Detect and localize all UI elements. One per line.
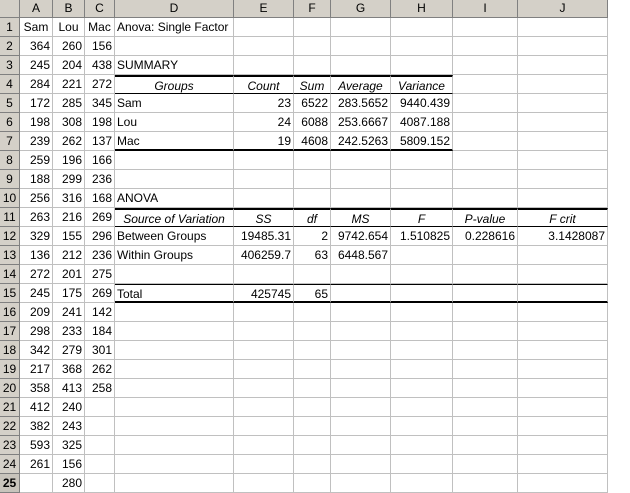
- cell-i14[interactable]: [453, 265, 518, 284]
- cell-b5[interactable]: 285: [53, 94, 85, 113]
- cell-i9[interactable]: [453, 170, 518, 189]
- cell-f15[interactable]: 65: [294, 284, 331, 303]
- cell-c7[interactable]: 137: [85, 132, 115, 151]
- row-header-10[interactable]: 10: [0, 189, 20, 208]
- cell-f13[interactable]: 63: [294, 246, 331, 265]
- cell-j13[interactable]: [518, 246, 608, 265]
- row-header-4[interactable]: 4: [0, 75, 20, 94]
- cell-e3[interactable]: [234, 56, 294, 75]
- column-header-c[interactable]: C: [85, 0, 115, 18]
- column-header-f[interactable]: F: [294, 0, 331, 18]
- cell-j9[interactable]: [518, 170, 608, 189]
- cell-d23[interactable]: [115, 436, 234, 455]
- cell-b18[interactable]: 279: [53, 341, 85, 360]
- cell-a13[interactable]: 136: [20, 246, 53, 265]
- cell-g4[interactable]: Average: [331, 75, 391, 94]
- cell-c12[interactable]: 296: [85, 227, 115, 246]
- cell-e24[interactable]: [234, 455, 294, 474]
- column-header-e[interactable]: E: [234, 0, 294, 18]
- cell-e2[interactable]: [234, 37, 294, 56]
- cell-h14[interactable]: [391, 265, 453, 284]
- cell-g15[interactable]: [331, 284, 391, 303]
- cell-d7[interactable]: Mac: [115, 132, 234, 151]
- cell-h5[interactable]: 9440.439: [391, 94, 453, 113]
- row-header-21[interactable]: 21: [0, 398, 20, 417]
- cell-j25[interactable]: [518, 474, 608, 493]
- cell-g20[interactable]: [331, 379, 391, 398]
- cell-d8[interactable]: [115, 151, 234, 170]
- cell-c11[interactable]: 269: [85, 208, 115, 227]
- cell-h21[interactable]: [391, 398, 453, 417]
- row-header-19[interactable]: 19: [0, 360, 20, 379]
- cell-g24[interactable]: [331, 455, 391, 474]
- cell-a9[interactable]: 188: [20, 170, 53, 189]
- cell-f11[interactable]: df: [294, 208, 331, 227]
- cell-b10[interactable]: 316: [53, 189, 85, 208]
- cell-j24[interactable]: [518, 455, 608, 474]
- cell-g18[interactable]: [331, 341, 391, 360]
- cell-b15[interactable]: 175: [53, 284, 85, 303]
- column-header-h[interactable]: H: [391, 0, 453, 18]
- cell-h1[interactable]: [391, 18, 453, 37]
- cell-j2[interactable]: [518, 37, 608, 56]
- cell-g7[interactable]: 242.5263: [331, 132, 391, 151]
- cell-f18[interactable]: [294, 341, 331, 360]
- cell-e21[interactable]: [234, 398, 294, 417]
- cell-h16[interactable]: [391, 303, 453, 322]
- cell-b8[interactable]: 196: [53, 151, 85, 170]
- cell-b19[interactable]: 368: [53, 360, 85, 379]
- cell-i18[interactable]: [453, 341, 518, 360]
- cell-b16[interactable]: 241: [53, 303, 85, 322]
- cell-d19[interactable]: [115, 360, 234, 379]
- cell-a16[interactable]: 209: [20, 303, 53, 322]
- cell-h9[interactable]: [391, 170, 453, 189]
- row-header-8[interactable]: 8: [0, 151, 20, 170]
- cell-f2[interactable]: [294, 37, 331, 56]
- cell-c9[interactable]: 236: [85, 170, 115, 189]
- cell-f20[interactable]: [294, 379, 331, 398]
- cell-d18[interactable]: [115, 341, 234, 360]
- cell-f1[interactable]: [294, 18, 331, 37]
- cell-c15[interactable]: 269: [85, 284, 115, 303]
- cell-j17[interactable]: [518, 322, 608, 341]
- cell-e15[interactable]: 425745: [234, 284, 294, 303]
- cell-b9[interactable]: 299: [53, 170, 85, 189]
- cell-e20[interactable]: [234, 379, 294, 398]
- cell-b12[interactable]: 155: [53, 227, 85, 246]
- row-header-15[interactable]: 15: [0, 284, 20, 303]
- cell-h11[interactable]: F: [391, 208, 453, 227]
- cell-a19[interactable]: 217: [20, 360, 53, 379]
- cell-e11[interactable]: SS: [234, 208, 294, 227]
- cell-c24[interactable]: [85, 455, 115, 474]
- cell-e12[interactable]: 19485.31: [234, 227, 294, 246]
- cell-b3[interactable]: 204: [53, 56, 85, 75]
- cell-c6[interactable]: 198: [85, 113, 115, 132]
- cell-i3[interactable]: [453, 56, 518, 75]
- cell-b17[interactable]: 233: [53, 322, 85, 341]
- cell-h3[interactable]: [391, 56, 453, 75]
- cell-f7[interactable]: 4608: [294, 132, 331, 151]
- column-header-a[interactable]: A: [20, 0, 53, 18]
- cell-f9[interactable]: [294, 170, 331, 189]
- cell-f22[interactable]: [294, 417, 331, 436]
- cell-d22[interactable]: [115, 417, 234, 436]
- row-header-25[interactable]: 25: [0, 474, 20, 493]
- cell-a17[interactable]: 298: [20, 322, 53, 341]
- cell-f25[interactable]: [294, 474, 331, 493]
- cell-g14[interactable]: [331, 265, 391, 284]
- cell-d2[interactable]: [115, 37, 234, 56]
- cell-j19[interactable]: [518, 360, 608, 379]
- cell-g8[interactable]: [331, 151, 391, 170]
- cell-g21[interactable]: [331, 398, 391, 417]
- cell-h6[interactable]: 4087.188: [391, 113, 453, 132]
- cell-g13[interactable]: 6448.567: [331, 246, 391, 265]
- cell-f4[interactable]: Sum: [294, 75, 331, 94]
- row-header-17[interactable]: 17: [0, 322, 20, 341]
- cell-a10[interactable]: 256: [20, 189, 53, 208]
- cell-h22[interactable]: [391, 417, 453, 436]
- cell-j10[interactable]: [518, 189, 608, 208]
- cell-d25[interactable]: [115, 474, 234, 493]
- cell-e19[interactable]: [234, 360, 294, 379]
- cell-c3[interactable]: 438: [85, 56, 115, 75]
- cell-h15[interactable]: [391, 284, 453, 303]
- cell-g25[interactable]: [331, 474, 391, 493]
- cell-a1[interactable]: Sam: [20, 18, 53, 37]
- cell-d3[interactable]: SUMMARY: [115, 56, 234, 75]
- cell-g3[interactable]: [331, 56, 391, 75]
- cell-h7[interactable]: 5809.152: [391, 132, 453, 151]
- select-all-corner[interactable]: [0, 0, 20, 18]
- cell-f16[interactable]: [294, 303, 331, 322]
- cell-a23[interactable]: 593: [20, 436, 53, 455]
- cell-f8[interactable]: [294, 151, 331, 170]
- cell-a14[interactable]: 272: [20, 265, 53, 284]
- cell-b22[interactable]: 243: [53, 417, 85, 436]
- cell-a21[interactable]: 412: [20, 398, 53, 417]
- cell-i21[interactable]: [453, 398, 518, 417]
- cell-i23[interactable]: [453, 436, 518, 455]
- cell-i12[interactable]: 0.228616: [453, 227, 518, 246]
- column-header-j[interactable]: J: [518, 0, 608, 18]
- cell-e6[interactable]: 24: [234, 113, 294, 132]
- cell-f21[interactable]: [294, 398, 331, 417]
- cell-c4[interactable]: 272: [85, 75, 115, 94]
- cell-e22[interactable]: [234, 417, 294, 436]
- cell-i10[interactable]: [453, 189, 518, 208]
- cell-d6[interactable]: Lou: [115, 113, 234, 132]
- cell-i17[interactable]: [453, 322, 518, 341]
- cell-j7[interactable]: [518, 132, 608, 151]
- cell-i5[interactable]: [453, 94, 518, 113]
- cell-j15[interactable]: [518, 284, 608, 303]
- cell-c21[interactable]: [85, 398, 115, 417]
- row-header-2[interactable]: 2: [0, 37, 20, 56]
- cell-j22[interactable]: [518, 417, 608, 436]
- cell-a11[interactable]: 263: [20, 208, 53, 227]
- cell-d12[interactable]: Between Groups: [115, 227, 234, 246]
- row-header-5[interactable]: 5: [0, 94, 20, 113]
- cell-f19[interactable]: [294, 360, 331, 379]
- cell-h19[interactable]: [391, 360, 453, 379]
- row-header-12[interactable]: 12: [0, 227, 20, 246]
- cell-d17[interactable]: [115, 322, 234, 341]
- cell-a18[interactable]: 342: [20, 341, 53, 360]
- cell-e1[interactable]: [234, 18, 294, 37]
- cell-c20[interactable]: 258: [85, 379, 115, 398]
- cell-d9[interactable]: [115, 170, 234, 189]
- cell-j16[interactable]: [518, 303, 608, 322]
- cell-d11[interactable]: Source of Variation: [115, 208, 234, 227]
- cell-b6[interactable]: 308: [53, 113, 85, 132]
- cell-h25[interactable]: [391, 474, 453, 493]
- cell-b11[interactable]: 216: [53, 208, 85, 227]
- cell-h24[interactable]: [391, 455, 453, 474]
- cell-e25[interactable]: [234, 474, 294, 493]
- cell-h4[interactable]: Variance: [391, 75, 453, 94]
- cell-e16[interactable]: [234, 303, 294, 322]
- cell-c8[interactable]: 166: [85, 151, 115, 170]
- cell-c25[interactable]: [85, 474, 115, 493]
- cell-e23[interactable]: [234, 436, 294, 455]
- cell-h2[interactable]: [391, 37, 453, 56]
- cell-a4[interactable]: 284: [20, 75, 53, 94]
- cell-i25[interactable]: [453, 474, 518, 493]
- cell-b4[interactable]: 221: [53, 75, 85, 94]
- row-header-1[interactable]: 1: [0, 18, 20, 37]
- cell-c2[interactable]: 156: [85, 37, 115, 56]
- cell-g6[interactable]: 253.6667: [331, 113, 391, 132]
- row-header-23[interactable]: 23: [0, 436, 20, 455]
- cell-i11[interactable]: P-value: [453, 208, 518, 227]
- cell-e8[interactable]: [234, 151, 294, 170]
- column-header-i[interactable]: I: [453, 0, 518, 18]
- cell-c17[interactable]: 184: [85, 322, 115, 341]
- cell-d24[interactable]: [115, 455, 234, 474]
- cell-a5[interactable]: 172: [20, 94, 53, 113]
- cell-a20[interactable]: 358: [20, 379, 53, 398]
- cell-i8[interactable]: [453, 151, 518, 170]
- cell-g19[interactable]: [331, 360, 391, 379]
- cell-j1[interactable]: [518, 18, 608, 37]
- row-header-7[interactable]: 7: [0, 132, 20, 151]
- row-header-16[interactable]: 16: [0, 303, 20, 322]
- cell-e10[interactable]: [234, 189, 294, 208]
- cell-e9[interactable]: [234, 170, 294, 189]
- cell-e7[interactable]: 19: [234, 132, 294, 151]
- cell-c23[interactable]: [85, 436, 115, 455]
- cell-i13[interactable]: [453, 246, 518, 265]
- cell-j23[interactable]: [518, 436, 608, 455]
- cell-i2[interactable]: [453, 37, 518, 56]
- cell-b1[interactable]: Lou: [53, 18, 85, 37]
- cell-h13[interactable]: [391, 246, 453, 265]
- row-header-22[interactable]: 22: [0, 417, 20, 436]
- cell-a7[interactable]: 239: [20, 132, 53, 151]
- cell-i4[interactable]: [453, 75, 518, 94]
- cell-h10[interactable]: [391, 189, 453, 208]
- cell-f14[interactable]: [294, 265, 331, 284]
- row-header-13[interactable]: 13: [0, 246, 20, 265]
- cell-e4[interactable]: Count: [234, 75, 294, 94]
- cell-h23[interactable]: [391, 436, 453, 455]
- cell-i22[interactable]: [453, 417, 518, 436]
- cell-e18[interactable]: [234, 341, 294, 360]
- cell-g11[interactable]: MS: [331, 208, 391, 227]
- cell-e14[interactable]: [234, 265, 294, 284]
- cell-a25[interactable]: [20, 474, 53, 493]
- cell-d21[interactable]: [115, 398, 234, 417]
- cell-g10[interactable]: [331, 189, 391, 208]
- cell-d16[interactable]: [115, 303, 234, 322]
- cell-b7[interactable]: 262: [53, 132, 85, 151]
- cell-j14[interactable]: [518, 265, 608, 284]
- cell-d20[interactable]: [115, 379, 234, 398]
- cell-c22[interactable]: [85, 417, 115, 436]
- cell-a12[interactable]: 329: [20, 227, 53, 246]
- cell-j3[interactable]: [518, 56, 608, 75]
- cell-e5[interactable]: 23: [234, 94, 294, 113]
- row-header-14[interactable]: 14: [0, 265, 20, 284]
- cell-d14[interactable]: [115, 265, 234, 284]
- cell-h17[interactable]: [391, 322, 453, 341]
- cell-b21[interactable]: 240: [53, 398, 85, 417]
- cell-c19[interactable]: 262: [85, 360, 115, 379]
- cell-b25[interactable]: 280: [53, 474, 85, 493]
- cell-i24[interactable]: [453, 455, 518, 474]
- cell-f5[interactable]: 6522: [294, 94, 331, 113]
- cell-f17[interactable]: [294, 322, 331, 341]
- cell-d13[interactable]: Within Groups: [115, 246, 234, 265]
- cell-b14[interactable]: 201: [53, 265, 85, 284]
- cell-e13[interactable]: 406259.7: [234, 246, 294, 265]
- cell-a24[interactable]: 261: [20, 455, 53, 474]
- cell-i16[interactable]: [453, 303, 518, 322]
- cell-j6[interactable]: [518, 113, 608, 132]
- cell-i6[interactable]: [453, 113, 518, 132]
- cell-i19[interactable]: [453, 360, 518, 379]
- cell-c13[interactable]: 236: [85, 246, 115, 265]
- cell-h12[interactable]: 1.510825: [391, 227, 453, 246]
- cell-f24[interactable]: [294, 455, 331, 474]
- cell-c5[interactable]: 345: [85, 94, 115, 113]
- cell-g2[interactable]: [331, 37, 391, 56]
- row-header-24[interactable]: 24: [0, 455, 20, 474]
- column-header-b[interactable]: B: [53, 0, 85, 18]
- cell-f12[interactable]: 2: [294, 227, 331, 246]
- cell-j21[interactable]: [518, 398, 608, 417]
- cell-d10[interactable]: ANOVA: [115, 189, 234, 208]
- cell-g5[interactable]: 283.5652: [331, 94, 391, 113]
- cell-f3[interactable]: [294, 56, 331, 75]
- cell-b20[interactable]: 413: [53, 379, 85, 398]
- row-header-3[interactable]: 3: [0, 56, 20, 75]
- cell-g16[interactable]: [331, 303, 391, 322]
- cell-h20[interactable]: [391, 379, 453, 398]
- cell-j18[interactable]: [518, 341, 608, 360]
- cell-c1[interactable]: Mac: [85, 18, 115, 37]
- cell-h18[interactable]: [391, 341, 453, 360]
- row-header-11[interactable]: 11: [0, 208, 20, 227]
- cell-j5[interactable]: [518, 94, 608, 113]
- cell-e17[interactable]: [234, 322, 294, 341]
- column-header-d[interactable]: D: [115, 0, 234, 18]
- cell-d5[interactable]: Sam: [115, 94, 234, 113]
- cell-g22[interactable]: [331, 417, 391, 436]
- cell-j4[interactable]: [518, 75, 608, 94]
- cell-f10[interactable]: [294, 189, 331, 208]
- cell-g1[interactable]: [331, 18, 391, 37]
- cell-a2[interactable]: 364: [20, 37, 53, 56]
- cell-b13[interactable]: 212: [53, 246, 85, 265]
- cell-i1[interactable]: [453, 18, 518, 37]
- cell-f23[interactable]: [294, 436, 331, 455]
- cell-g17[interactable]: [331, 322, 391, 341]
- cell-j11[interactable]: F crit: [518, 208, 608, 227]
- cell-c18[interactable]: 301: [85, 341, 115, 360]
- row-header-18[interactable]: 18: [0, 341, 20, 360]
- cell-j12[interactable]: 3.1428087: [518, 227, 608, 246]
- row-header-6[interactable]: 6: [0, 113, 20, 132]
- anova-title[interactable]: Anova: Single Factor: [115, 18, 234, 37]
- cell-b2[interactable]: 260: [53, 37, 85, 56]
- cell-a3[interactable]: 245: [20, 56, 53, 75]
- cell-g12[interactable]: 9742.654: [331, 227, 391, 246]
- row-header-20[interactable]: 20: [0, 379, 20, 398]
- cell-i7[interactable]: [453, 132, 518, 151]
- column-header-g[interactable]: G: [331, 0, 391, 18]
- cell-c10[interactable]: 168: [85, 189, 115, 208]
- row-header-9[interactable]: 9: [0, 170, 20, 189]
- cell-b23[interactable]: 325: [53, 436, 85, 455]
- cell-g23[interactable]: [331, 436, 391, 455]
- cell-i15[interactable]: [453, 284, 518, 303]
- cell-d4[interactable]: Groups: [115, 75, 234, 94]
- cell-j8[interactable]: [518, 151, 608, 170]
- cell-a8[interactable]: 259: [20, 151, 53, 170]
- cell-b24[interactable]: 156: [53, 455, 85, 474]
- cell-a6[interactable]: 198: [20, 113, 53, 132]
- cell-f6[interactable]: 6088: [294, 113, 331, 132]
- cell-a22[interactable]: 382: [20, 417, 53, 436]
- cell-h8[interactable]: [391, 151, 453, 170]
- cell-i20[interactable]: [453, 379, 518, 398]
- cell-c14[interactable]: 275: [85, 265, 115, 284]
- cell-j20[interactable]: [518, 379, 608, 398]
- cell-a15[interactable]: 245: [20, 284, 53, 303]
- cell-c16[interactable]: 142: [85, 303, 115, 322]
- cell-g9[interactable]: [331, 170, 391, 189]
- cell-d15[interactable]: Total: [115, 284, 234, 303]
